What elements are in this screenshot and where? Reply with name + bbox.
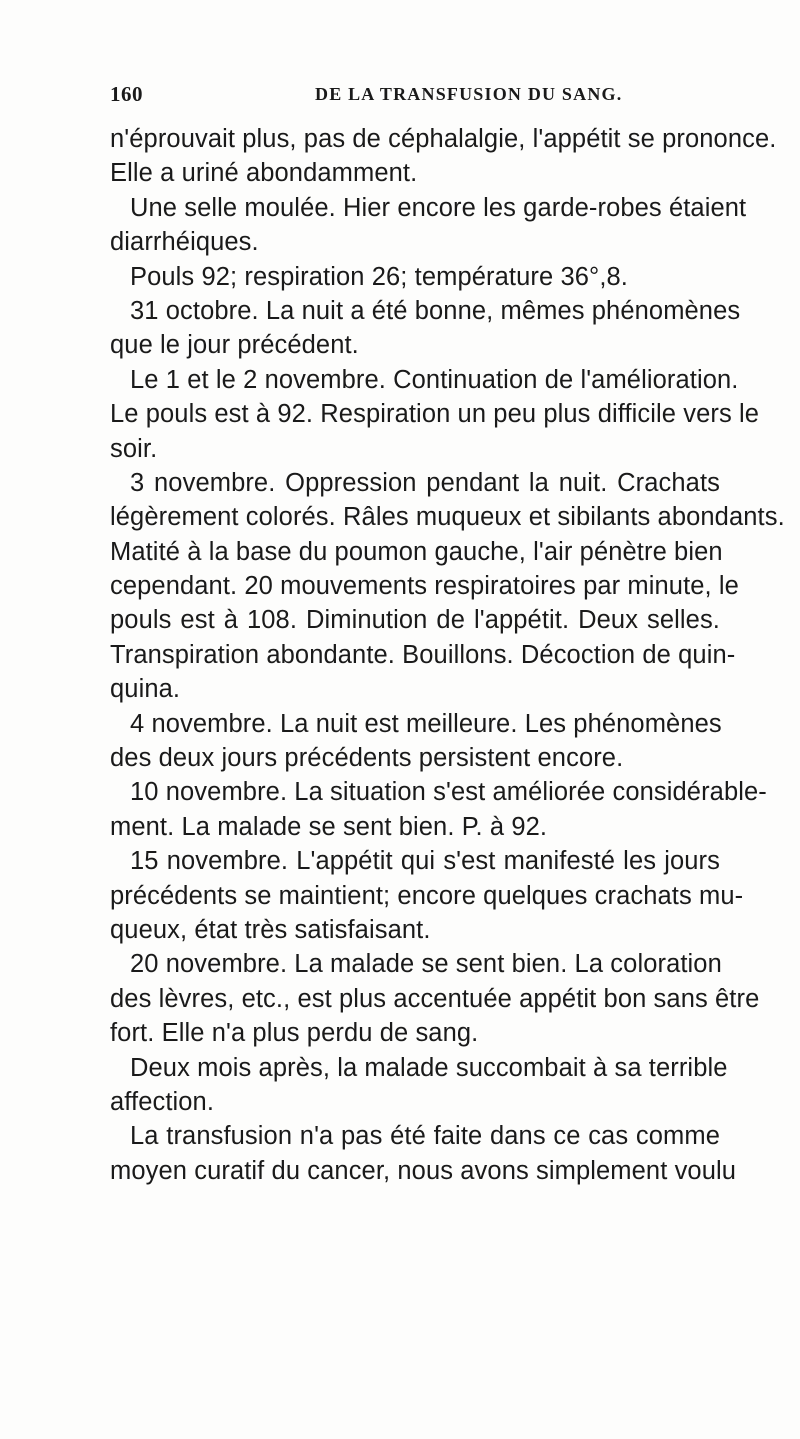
text-line: 15 novembre. L'appétit qui s'est manifesté les jours: [130, 847, 720, 876]
text-line: n'éprouvait plus, pas de céphalalgie, l'appétit se prononce.: [110, 125, 777, 153]
text-line: pouls est à 108. Diminution de l'appétit. Deux selles.: [110, 606, 720, 635]
text-line: Pouls 92; respiration 26; température 36°,8.: [130, 262, 628, 291]
text-line: 4 novembre. La nuit est meilleure. Les phénomènes: [130, 709, 722, 738]
text-line: Deux mois après, la malade succombait à sa terrible: [130, 1053, 728, 1082]
text-line: soir.: [110, 434, 158, 463]
text-line: 31 octobre. La nuit a été bonne, mêmes phénomènes: [130, 296, 741, 325]
text-line: 10 novembre. La situation s'est améliorée considérable-: [130, 778, 767, 807]
text-line: moyen curatif du cancer, nous avons simplement voulu: [110, 1156, 737, 1185]
text-line: queux, état très satisfaisant.: [110, 915, 431, 944]
text-line: Transpiration abondante. Bouillons. Décoction de quin-: [110, 640, 736, 669]
text-line: Le pouls est à 92. Respiration un peu plus difficile vers le: [110, 400, 760, 429]
running-title: DE LA TRANSFUSION DU SANG.: [315, 84, 623, 104]
text-line: précédents se maintient; encore quelques crachats mu-: [110, 881, 744, 910]
text-line: Elle a uriné abondamment.: [110, 159, 418, 188]
text-line: quina.: [110, 675, 181, 704]
text-line: Une selle moulée. Hier encore les garde-robes étaient: [130, 193, 747, 222]
text-line: La transfusion n'a pas été faite dans ce cas comme: [130, 1122, 720, 1151]
text-line: que le jour précédent.: [110, 331, 359, 360]
text-line: légèrement colorés. Râles muqueux et sibilants abondants.: [110, 503, 785, 532]
text-line: des deux jours précédents persistent encore.: [110, 744, 624, 773]
text-line: cependant. 20 mouvements respiratoires par minute, le: [110, 572, 739, 601]
text-line: Matité à la base du poumon gauche, l'air pénètre bien: [110, 537, 723, 566]
text-line: des lèvres, etc., est plus accentuée appétit bon sans être: [110, 984, 760, 1013]
page-number: 160: [110, 82, 143, 106]
text-line: ment. La malade se sent bien. P. à 92.: [110, 812, 548, 841]
text-line: fort. Elle n'a plus perdu de sang.: [110, 1019, 479, 1048]
text-line: diarrhéiques.: [110, 228, 259, 257]
page-header: [110, 82, 720, 112]
body-text: [110, 122, 785, 1188]
text-line: affection.: [110, 1087, 215, 1116]
text-line: Le 1 et le 2 novembre. Continuation de l'amélioration.: [130, 365, 739, 394]
text-line: 3 novembre. Oppression pendant la nuit. Crachats: [130, 468, 720, 497]
text-line: 20 novembre. La malade se sent bien. La coloration: [130, 950, 722, 979]
